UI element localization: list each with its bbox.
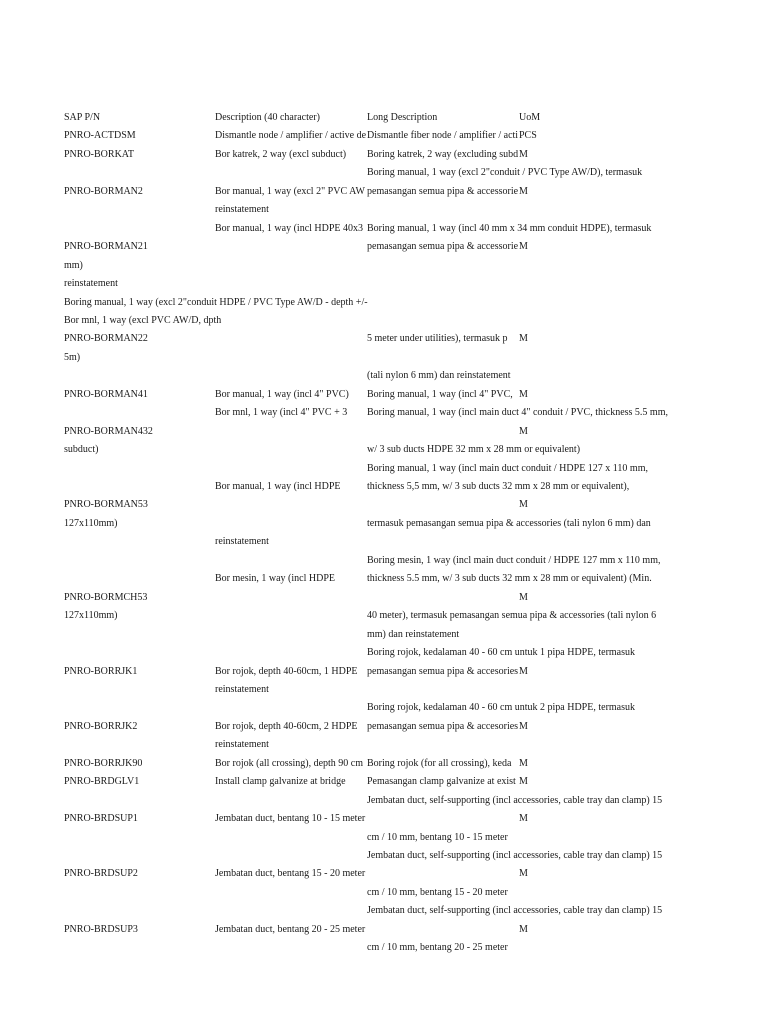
long-description-cell: Boring manual, 1 way (incl 40 mm x 34 mm conduit HDPE), termasuk xyxy=(367,223,652,234)
uom-cell: M xyxy=(519,499,528,510)
uom-cell: M xyxy=(519,813,528,824)
uom-cell: M xyxy=(519,666,528,677)
uom-cell: M xyxy=(519,721,528,732)
uom-cell: M xyxy=(519,186,528,197)
long-description-cell: mm) dan reinstatement xyxy=(367,629,460,640)
part-number-cell: 127x110mm) xyxy=(64,610,118,621)
short-description-cell: Bor manual, 1 way (incl HDPE 40x3 xyxy=(215,223,364,234)
part-number-cell: PNRO-ACTDSM xyxy=(64,130,136,141)
long-description-cell: Jembatan duct, self-supporting (incl accessories, cable tray dan clamp) 15 xyxy=(367,905,663,916)
long-description-cell: 40 meter), termasuk pemasangan semua pipa & accessories (tali nylon 6 xyxy=(367,610,657,621)
short-description-cell: Bor rojok, depth 40-60cm, 1 HDPE xyxy=(215,666,358,677)
part-number-cell: PNRO-BRDSUP1 xyxy=(64,813,138,824)
short-description-cell: reinstatement xyxy=(215,739,269,750)
short-description-cell: Bor rojok (all crossing), depth 90 cm xyxy=(215,758,364,769)
part-number-cell: PNRO-BRDSUP2 xyxy=(64,868,138,879)
long-description-cell: termasuk pemasangan semua pipa & accessories (tali nylon 6 mm) dan xyxy=(367,518,651,529)
part-number-cell: PNRO-BORMAN21 xyxy=(64,241,148,252)
short-description-cell: Description (40 character) xyxy=(215,112,320,123)
part-number-cell: SAP P/N xyxy=(64,112,101,123)
uom-cell: M xyxy=(519,592,528,603)
short-description-cell: Bor katrek, 2 way (excl subduct) xyxy=(215,149,347,160)
long-description-cell: pemasangan semua pipa & accessorie xyxy=(367,186,519,197)
short-description-cell: Bor mnl, 1 way (incl 4" PVC + 3 xyxy=(215,407,348,418)
long-description-cell: Boring manual, 1 way (incl main duct 4" conduit / PVC, thickness 5.5 mm, xyxy=(367,407,668,418)
long-description-cell: Jembatan duct, self-supporting (incl accessories, cable tray dan clamp) 15 xyxy=(367,795,663,806)
part-number-cell: PNRO-BORMAN432 xyxy=(64,426,153,437)
part-number-cell: PNRO-BORKAT xyxy=(64,149,135,160)
part-number-cell: PNRO-BORMAN22 xyxy=(64,333,148,344)
long-description-cell: pemasangan semua pipa & accesories xyxy=(367,721,519,732)
short-description-cell: Bor mesin, 1 way (incl HDPE xyxy=(215,573,335,584)
short-description-cell: Bor rojok, depth 40-60cm, 2 HDPE xyxy=(215,721,358,732)
uom-cell: M xyxy=(519,924,528,935)
long-description-cell: Boring rojok, kedalaman 40 - 60 cm untuk 1 pipa HDPE, termasuk xyxy=(367,647,636,658)
part-number-cell: PNRO-BORMAN53 xyxy=(64,499,148,510)
part-number-cell: mm) xyxy=(64,260,83,271)
uom-cell: M xyxy=(519,149,528,160)
long-description-cell: Long Description xyxy=(367,112,438,123)
short-description-cell: Bor manual, 1 way (incl 4" PVC) xyxy=(215,389,349,400)
long-description-cell: Boring manual, 1 way (excl 2"conduit / PVC Type AW/D), termasuk xyxy=(367,167,643,178)
part-number-cell: reinstatement xyxy=(64,278,118,289)
part-number-cell: PNRO-BORRJK1 xyxy=(64,666,138,677)
short-description-cell: Jembatan duct, bentang 10 - 15 meter xyxy=(215,813,366,824)
part-number-cell: Boring manual, 1 way (excl 2"conduit HDPE / PVC Type AW/D - depth +/- xyxy=(64,297,368,308)
short-description-cell: reinstatement xyxy=(215,204,269,215)
long-description-cell: w/ 3 sub ducts HDPE 32 mm x 28 mm or equivalent) xyxy=(367,444,581,455)
part-number-cell: PNRO-BRDSUP3 xyxy=(64,924,138,935)
uom-cell: M xyxy=(519,426,528,437)
long-description-cell: pemasangan semua pipa & accessorie xyxy=(367,241,519,252)
short-description-cell: Dismantle node / amplifier / active de xyxy=(215,130,367,141)
uom-cell: M xyxy=(519,868,528,879)
part-number-cell: PNRO-BORMAN2 xyxy=(64,186,143,197)
long-description-cell: Boring rojok, kedalaman 40 - 60 cm untuk 2 pipa HDPE, termasuk xyxy=(367,702,636,713)
long-description-cell: 5 meter under utilities), termasuk p xyxy=(367,333,508,344)
long-description-cell: Boring manual, 1 way (incl main duct conduit / HDPE 127 x 110 mm, xyxy=(367,463,648,474)
long-description-cell: Dismantle fiber node / amplifier / acti xyxy=(367,130,519,141)
part-number-cell: PNRO-BORRJK90 xyxy=(64,758,143,769)
uom-cell: M xyxy=(519,776,528,787)
part-number-cell: Bor mnl, 1 way (excl PVC AW/D, dpth xyxy=(64,315,222,326)
long-description-cell: Boring mesin, 1 way (incl main duct conduit / HDPE 127 mm x 110 mm, xyxy=(367,555,661,566)
long-description-cell: (tali nylon 6 mm) dan reinstatement xyxy=(367,370,511,381)
uom-cell: M xyxy=(519,758,528,769)
part-number-cell: PNRO-BORMCH53 xyxy=(64,592,148,603)
uom-cell: UoM xyxy=(519,112,541,123)
part-number-cell: PNRO-BRDGLV1 xyxy=(64,776,140,787)
long-description-cell: Boring katrek, 2 way (excluding subd xyxy=(367,149,519,160)
part-number-cell: 5m) xyxy=(64,352,81,363)
long-description-cell: cm / 10 mm, bentang 20 - 25 meter xyxy=(367,942,508,953)
uom-cell: M xyxy=(519,333,528,344)
short-description-cell: Bor manual, 1 way (incl HDPE xyxy=(215,481,341,492)
uom-cell: M xyxy=(519,241,528,252)
part-number-cell: PNRO-BORRJK2 xyxy=(64,721,138,732)
long-description-cell: Pemasangan clamp galvanize at exist xyxy=(367,776,516,787)
long-description-cell: pemasangan semua pipa & accesories xyxy=(367,666,519,677)
short-description-cell: reinstatement xyxy=(215,536,269,547)
uom-cell: PCS xyxy=(519,130,537,141)
part-number-cell: 127x110mm) xyxy=(64,518,118,529)
long-description-cell: cm / 10 mm, bentang 10 - 15 meter xyxy=(367,832,508,843)
part-number-cell: subduct) xyxy=(64,444,99,455)
long-description-cell: Boring rojok (for all crossing), keda xyxy=(367,758,512,769)
short-description-cell: Jembatan duct, bentang 15 - 20 meter xyxy=(215,868,366,879)
short-description-cell: Bor manual, 1 way (excl 2" PVC AW xyxy=(215,186,365,197)
long-description-cell: cm / 10 mm, bentang 15 - 20 meter xyxy=(367,887,508,898)
long-description-cell: Jembatan duct, self-supporting (incl accessories, cable tray dan clamp) 15 xyxy=(367,850,663,861)
short-description-cell: Jembatan duct, bentang 20 - 25 meter xyxy=(215,924,366,935)
short-description-cell: reinstatement xyxy=(215,684,269,695)
long-description-cell: Boring manual, 1 way (incl 4" PVC, xyxy=(367,389,513,400)
short-description-cell: Install clamp galvanize at bridge xyxy=(215,776,346,787)
long-description-cell: thickness 5.5 mm, w/ 3 sub ducts 32 mm x 28 mm or equivalent) (Min. xyxy=(367,573,652,584)
long-description-cell: thickness 5,5 mm, w/ 3 sub ducts 32 mm x 28 mm or equivalent), xyxy=(367,481,630,492)
uom-cell: M xyxy=(519,389,528,400)
part-number-cell: PNRO-BORMAN41 xyxy=(64,389,148,400)
